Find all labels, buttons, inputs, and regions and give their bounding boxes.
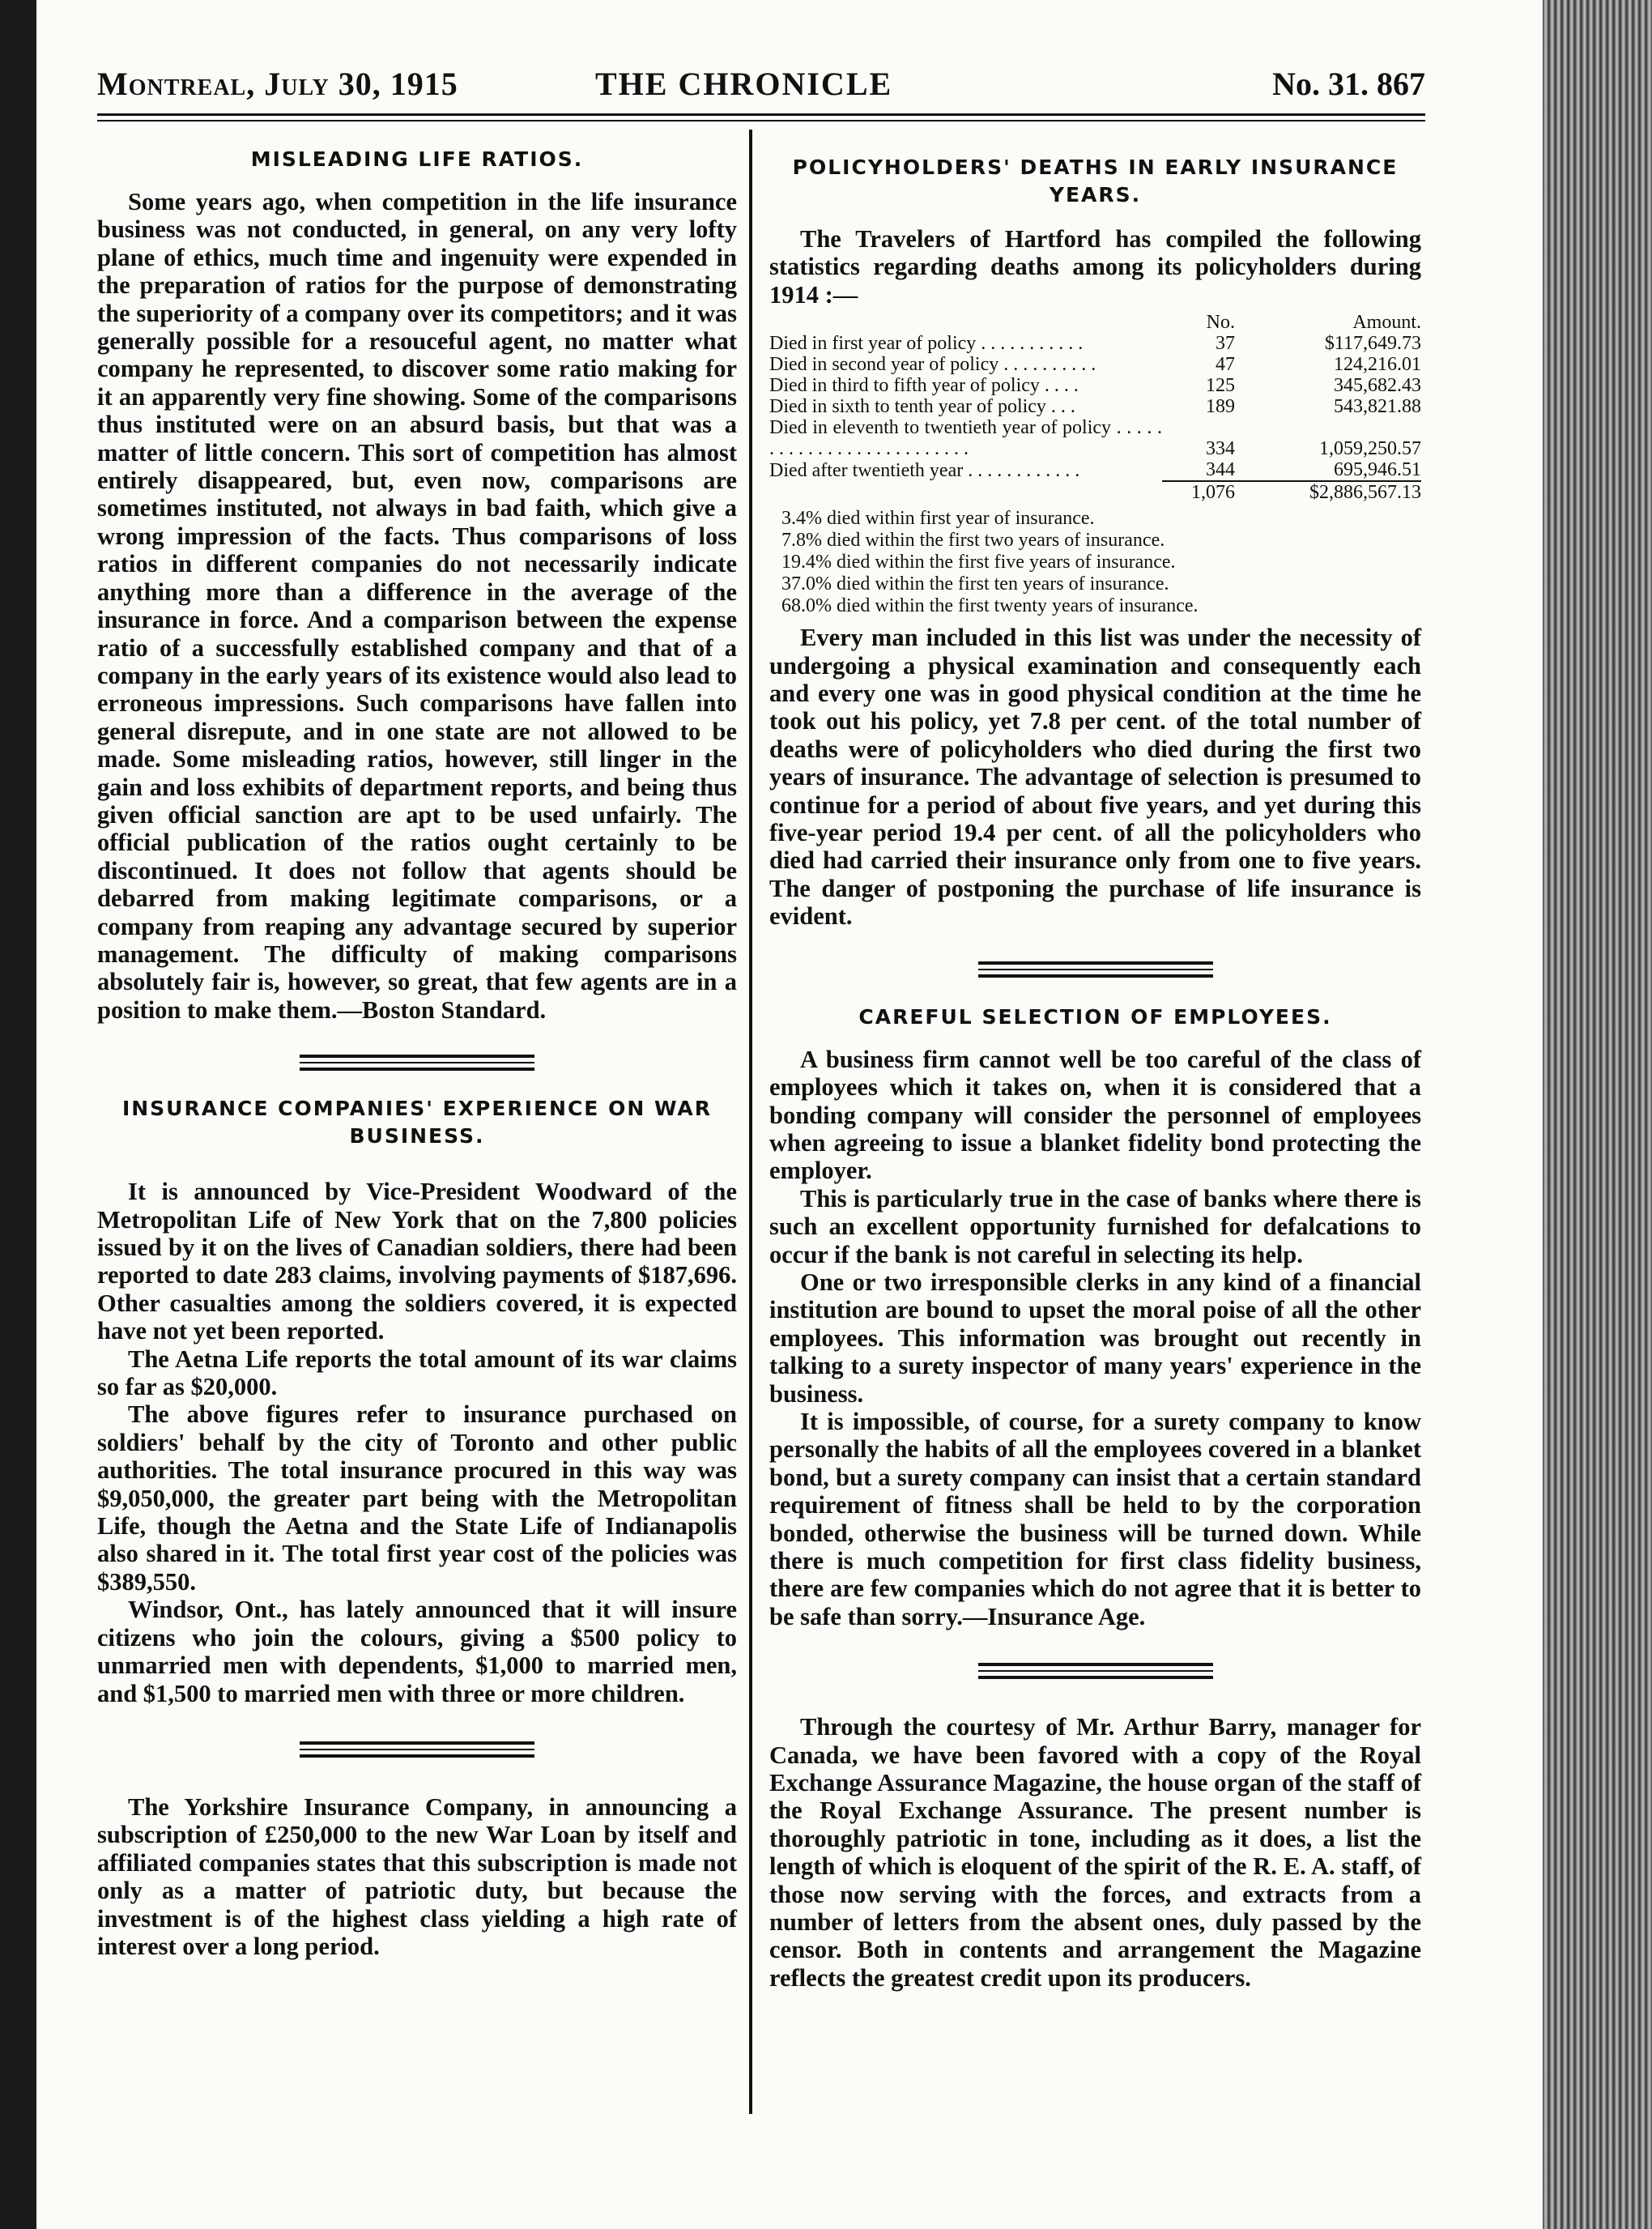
- percentage-line: 37.0% died within the first ten years of insurance.: [781, 573, 1169, 595]
- article-paragraph: The above figures refer to insurance purchased on soldiers' behalf by the city of Toronto and other public authorities. The total insurance procured in this way was $9,050,000, the greater part being with the Metropolitan Life, though the Aetna and the State Life of Indianapolis also shared in it. The total first year cost of the policies was $389,550.: [97, 1400, 737, 1596]
- table-header-row: [769, 312, 1421, 333]
- table-row: [769, 333, 1421, 354]
- row-label: Died in eleventh to twentieth year of policy . . . . . . . . . . . . . . . . . . . . . . . . . .: [769, 417, 1162, 460]
- deaths-statistics-table: [769, 312, 1421, 503]
- article-title-war-business: INSURANCE COMPANIES' EXPERIENCE ON WAR BUSINESS.: [121, 1097, 713, 1149]
- right-column: [769, 154, 1421, 1992]
- section-divider-ornament: [978, 961, 1213, 979]
- row-amount: $117,649.73: [1324, 333, 1421, 355]
- row-count: 125: [1206, 375, 1235, 397]
- article-paragraph: Every man included in this list was under the necessity of undergoing a physical examination and consequently each and every one was in good physical condition at the time he took out his policy, yet 7.8 per cent. of the total number of deaths were of policyholders who died during the first two years of insurance. The advantage of selection is presumed to continue for a period of about five years, and yet during this five-year period 19.4 per cent. of all the policyholders who died had carried their insurance only from one to five years. The danger of postponing the purchase of life insurance is evident.: [769, 624, 1421, 931]
- section-divider-ornament: [300, 1741, 534, 1759]
- percentage-line: 3.4% died within first year of insurance.: [781, 508, 1095, 530]
- row-label: Died in third to fifth year of policy . . . .: [769, 375, 1079, 397]
- article-title-policyholders-deaths: POLICYHOLDERS' DEATHS IN EARLY INSURANCE YEARS.: [792, 156, 1399, 207]
- article-title-careful-selection: CAREFUL SELECTION OF EMPLOYEES.: [858, 1004, 1332, 1029]
- article-paragraph: It is impossible, of course, for a surety company to know personally the habits of all the employees covered in a blanket bond, but a surety company can insist that a certain standard requirement of fitness shall be held to by the corporation bonded, otherwise the business will be turned down. While there is much competition for first class fidelity business, there are few companies which do not agree that it is better to be safe than sorry.—Insurance Age.: [769, 1407, 1421, 1630]
- column-divider: [749, 130, 752, 2114]
- percentage-line: 68.0% died within the first twenty years of insurance.: [781, 595, 1199, 617]
- header-rule-thin: [97, 120, 1425, 121]
- total-amount: $2,886,567.13: [1235, 481, 1421, 503]
- row-amount: 124,216.01: [1334, 354, 1421, 376]
- row-label: Died after twentieth year . . . . . . . . . . . .: [769, 460, 1080, 482]
- row-count: 334: [1206, 438, 1235, 460]
- percentage-list: [781, 508, 1421, 617]
- row-amount: 345,682.43: [1334, 375, 1421, 397]
- header-dateline: Montreal, July 30, 1915: [97, 66, 458, 102]
- row-count: 37: [1216, 333, 1235, 355]
- article-paragraph: Some years ago, when competition in the life insurance business was not conducted, in general, on any very lofty plane of ethics, much time and ingenuity were expended in the preparation of ratios for the purpose of demonstrating the superiority of a company over its competitors; and it was generally possible for a resouceful agent, no matter what company he represented, to discover some ratio making for it an apparently very fine showing. Some of the comparisons thus instituted were on an absurd basis, but that was a matter of little concern. This sort of competition has almost entirely disappeared, but, even now, comparisons are sometimes instituted, not always in bad faith, which give a wrong impression of the facts. Thus comparisons of loss ratios in different companies do not necessarily indicate anything more than a difference in the average of the insurance in force. And a comparison between the expense ratio of a successfully established company and that of a company in the early years of its existence would also lead to erroneous impressions. Such comparisons have fallen into general disrepute, and in one state are not allowed to be made. Some misleading ratios, however, still linger in the gain and loss exhibits of department reports, and being thus given official sanction are apt to be used unfairly. The official publication of the ratios ought certainly to be discontinued. It does not follow that agents should be debarred from making legitimate comparisons, or a company from reaping any advantage secured by superior management. The difficulty of making comparisons absolutely fair is, however, so great, that few agents are in a position to make them.—Boston Standard.: [97, 188, 737, 1024]
- running-header: [97, 65, 1425, 113]
- row-count: 47: [1216, 354, 1235, 376]
- row-amount: 1,059,250.57: [1319, 438, 1421, 460]
- row-label: Died in sixth to tenth year of policy . . .: [769, 396, 1075, 418]
- table-row: [769, 375, 1421, 396]
- header-rule: [97, 113, 1425, 116]
- section-divider-ornament: [300, 1055, 534, 1072]
- article-paragraph: It is announced by Vice-President Woodward of the Metropolitan Life of New York that on the 7,800 policies issued by it on the lives of Canadian soldiers, there had been reported to date 283 claims, involving payments of $187,696. Other casualties among the soldiers covered, it is expected have not yet been reported.: [97, 1178, 737, 1345]
- row-label: Died in first year of policy . . . . . . . . . . .: [769, 333, 1084, 355]
- article-intro: The Travelers of Hartford has compiled the following statistics regarding deaths among its policyholders during 1914 :—: [769, 225, 1421, 309]
- row-amount: 543,821.88: [1334, 396, 1421, 418]
- column-header-no: No.: [1206, 312, 1235, 334]
- left-column: [97, 146, 737, 1960]
- percentage-line: 7.8% died within the first two years of insurance.: [781, 530, 1165, 552]
- article-paragraph: Windsor, Ont., has lately announced that it will insure citizens who join the colours, giving a $500 policy to unmarried men with dependents, $1,000 to married men, and $1,500 to married men with three or more children.: [97, 1596, 737, 1707]
- article-paragraph: A business firm cannot well be too careful of the class of employees which it takes on, when it is considered that a bonding company will consider the personnel of employees when agreeing to issue a blanket fidelity bond protecting the employer.: [769, 1045, 1421, 1185]
- article-paragraph: Through the courtesy of Mr. Arthur Barry, manager for Canada, we have been favored with a copy of the Royal Exchange Assurance Magazine, the house organ of the staff of the Royal Exchange Assurance. The present number is thoroughly patriotic in tone, including as it does, a list the length of which is eloquent of the spirit of the R. E. A. staff, of those now serving with the forces, and extracts from a number of letters from the absent ones, duly passed by the censor. Both in contents and arrangement the Magazine reflects the greatest credit upon its producers.: [769, 1713, 1421, 1992]
- section-divider-ornament: [978, 1663, 1213, 1681]
- column-header-amount: Amount.: [1352, 312, 1421, 334]
- header-issue-page: No. 31. 867: [1272, 66, 1425, 102]
- percentage-line: 19.4% died within the first five years of insurance.: [781, 552, 1176, 573]
- row-amount: 695,946.51: [1334, 459, 1421, 481]
- book-page-edges: [1543, 0, 1652, 2229]
- table-total-row: [769, 481, 1421, 503]
- header-publication-title: THE CHRONICLE: [595, 66, 893, 102]
- newspaper-page: [36, 0, 1543, 2229]
- article-paragraph: One or two irresponsible clerks in any kind of a financial institution are bound to upset the moral poise of all the other employees. This information was brought out recently in talking to a surety inspector of many years' experience in the business.: [769, 1268, 1421, 1408]
- table-row: [769, 396, 1421, 417]
- article-paragraph: The Yorkshire Insurance Company, in announcing a subscription of £250,000 to the new War Loan by itself and affiliated companies states that this subscription is made not only as a matter of patriotic duty, but because the investment is of the highest class yielding a high rate of interest over a long period.: [97, 1792, 737, 1960]
- row-label: Died in second year of policy . . . . . . . . . .: [769, 354, 1096, 376]
- row-count: 189: [1206, 396, 1235, 418]
- total-count: 1,076: [1162, 481, 1235, 503]
- article-paragraph: This is particularly true in the case of banks where there is such an excellent opportunity furnished for defalcations to occur if the bank is not careful in selecting its help.: [769, 1184, 1421, 1268]
- article-paragraph: The Aetna Life reports the total amount of its war claims so far as $20,000.: [97, 1345, 737, 1401]
- table-row: [769, 354, 1421, 375]
- article-title-misleading-ratios: MISLEADING LIFE RATIOS.: [250, 147, 584, 171]
- row-count: 344: [1206, 459, 1235, 481]
- table-row: [769, 459, 1421, 481]
- table-row: [769, 417, 1421, 459]
